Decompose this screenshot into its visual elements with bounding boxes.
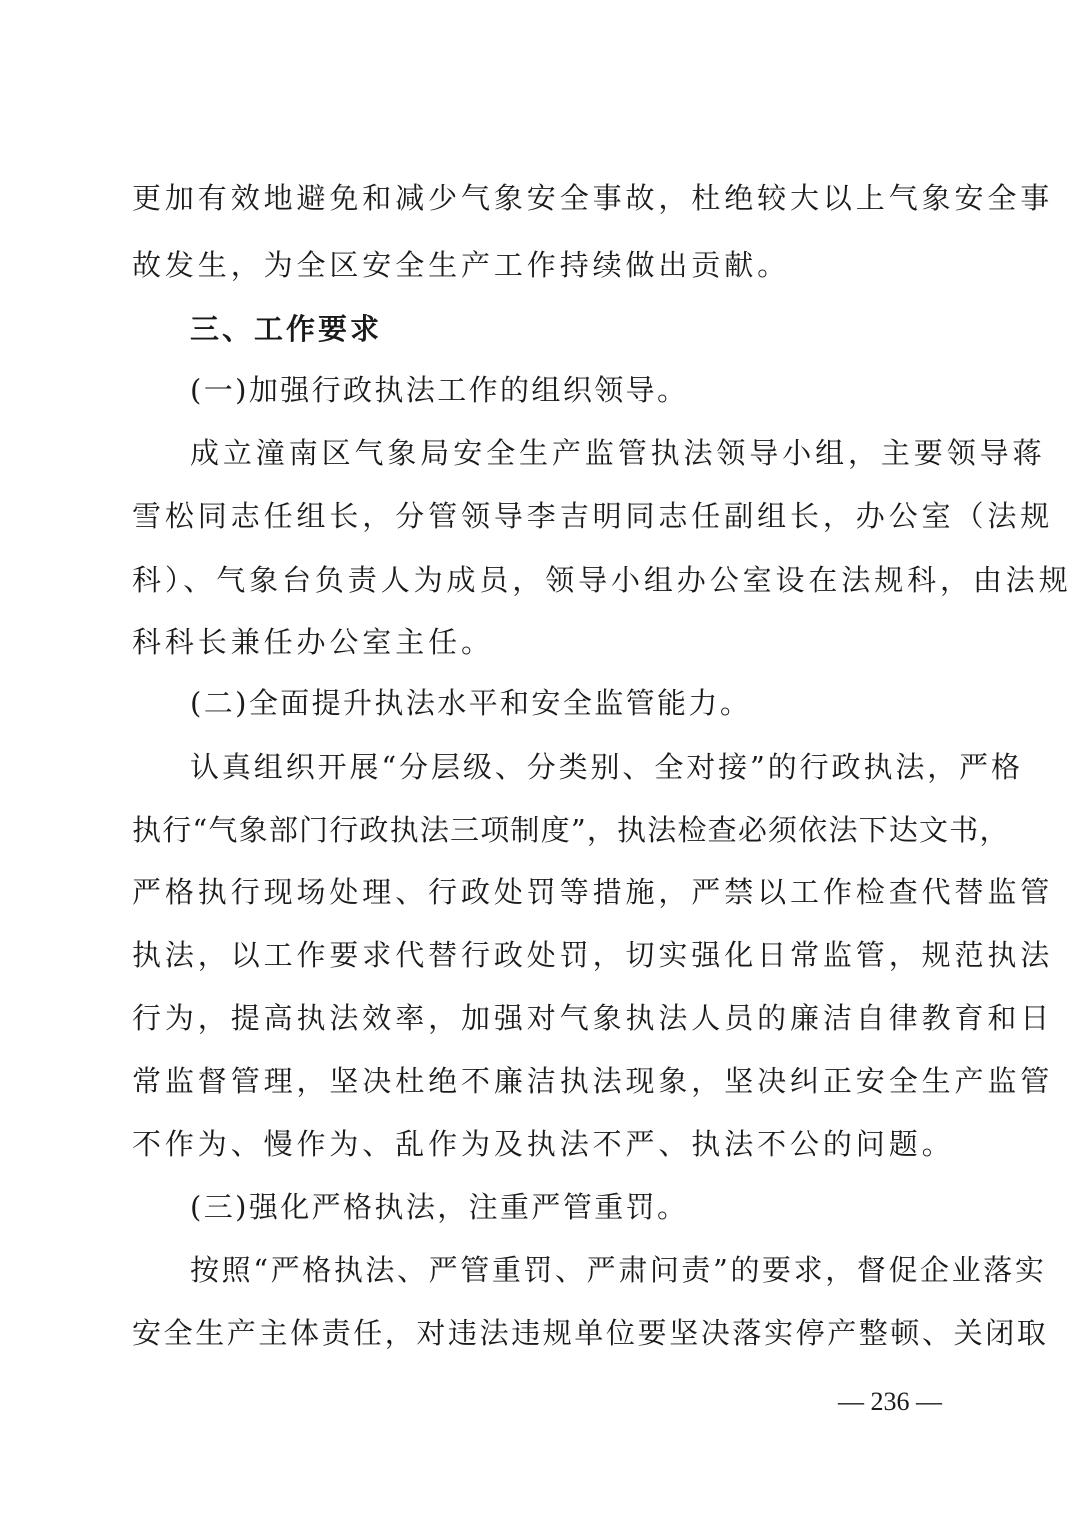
body-text-line: 故发生，为全区安全生产工作持续做出贡献。	[132, 248, 791, 282]
subsection-heading: (三)强化严格执法，注重严管重罚。	[190, 1190, 689, 1224]
body-text-line: 常监督管理，坚决杜绝不廉洁执法现象，坚决纠正安全生产监管	[132, 1064, 1054, 1098]
body-text-line: 安全生产主体责任，对违法违规单位要坚决落实停产整顿、关闭取	[132, 1316, 1049, 1350]
body-text-line: 雪松同志任组长，分管领导李吉明同志任副组长，办公室（法规	[132, 499, 1054, 533]
body-text-line: 更加有效地避免和减少气象安全事故，杜绝较大以上气象安全事	[132, 181, 1054, 215]
subsection-heading: (二)全面提升执法水平和安全监管能力。	[190, 686, 752, 720]
body-text-line: 科）、气象台负责人为成员，领导小组办公室设在法规科，由法规	[132, 563, 1072, 597]
paragraph-first-line: 认真组织开展“分层级、分类别、全对接”的行政执法，严格	[190, 750, 1023, 784]
body-text-line: 严格执行现场处理、行政处罚等措施，严禁以工作检查代替监管	[132, 875, 1054, 909]
body-text-line: 科科长兼任办公室主任。	[132, 625, 494, 659]
body-text-line: 不作为、慢作为、乱作为及执法不严、执法不公的问题。	[132, 1127, 955, 1161]
body-text-line: 行为，提高执法效率，加强对气象执法人员的廉洁自律教育和日	[132, 1001, 1054, 1035]
body-text-line: 执法，以工作要求代替行政处罚，切实强化日常监管，规范执法	[132, 938, 1054, 972]
subsection-heading: (一)加强行政执法工作的组织领导。	[190, 373, 689, 407]
paragraph-first-line: 按照“严格执法、严管重罚、严肃问责”的要求，督促企业落实	[190, 1253, 1047, 1287]
section-heading: 三、工作要求	[190, 312, 383, 346]
page-number: — 236 —	[838, 1387, 942, 1416]
paragraph-first-line: 成立潼南区气象局安全生产监管执法领导小组，主要领导蒋	[190, 436, 1046, 470]
body-text-line: 执行“气象部门行政执法三项制度”，执法检查必须依法下达文书，	[132, 813, 1010, 847]
